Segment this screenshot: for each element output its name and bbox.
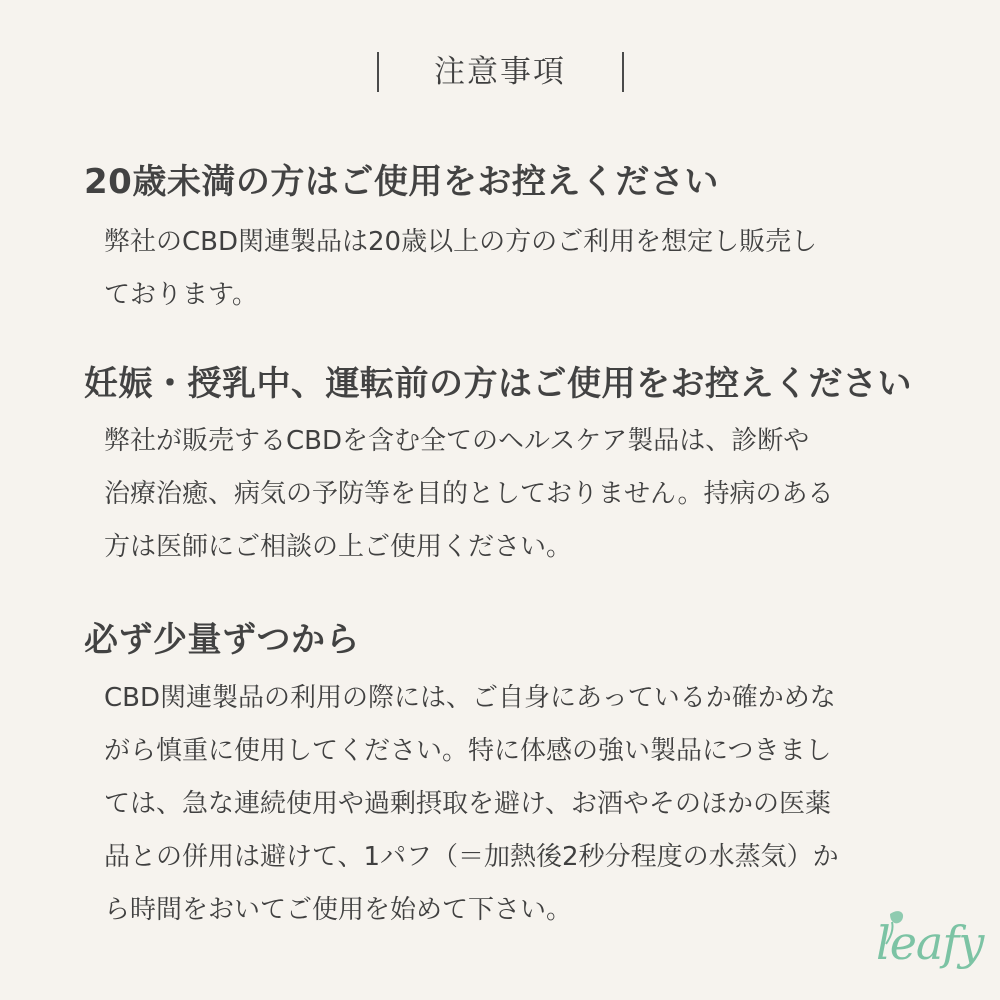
section-body-small-amount [104,672,904,937]
section-heading-age: 20歳未満の方はご使用をお控えください [84,162,719,202]
page-header [0,50,1000,94]
section-body-age [104,216,904,322]
body-line: 方は医師にご相談の上ご使用ください。 [104,532,573,562]
body-line: 弊社が販売するCBDを含む全てのヘルスケア製品は、診断や [104,426,810,456]
page-title: 注意事項 [434,54,566,90]
body-line: CBD関連製品の利用の際には、ご自身にあっているか確かめな [104,683,836,713]
logo-text: leafy [876,916,984,970]
body-line: 治療治癒、病気の予防等を目的としておりません。持病のある [104,479,834,509]
body-line: ては、急な連続使用や過剰摂取を避け、お酒やそのほかの医薬 [104,789,831,819]
body-line: 弊社のCBD関連製品は20歳以上の方のご利用を想定し販売し [104,227,818,257]
body-line: 品との併用は避けて、1パフ（＝加熱後2秒分程度の水蒸気）か [104,842,839,872]
section-body-pregnancy [104,415,904,574]
header-right-divider [622,52,624,92]
body-line: がら慎重に使用してください。特に体感の強い製品につきまし [104,736,832,766]
leafy-logo [872,908,990,990]
body-line: ら時間をおいてご使用を始めて下さい。 [104,895,573,925]
body-line: ております。 [104,280,258,310]
section-heading-small-amount: 必ず少量ずつから [84,620,360,660]
section-heading-pregnancy: 妊娠・授乳中、運転前の方はご使用をお控えください [84,364,912,404]
